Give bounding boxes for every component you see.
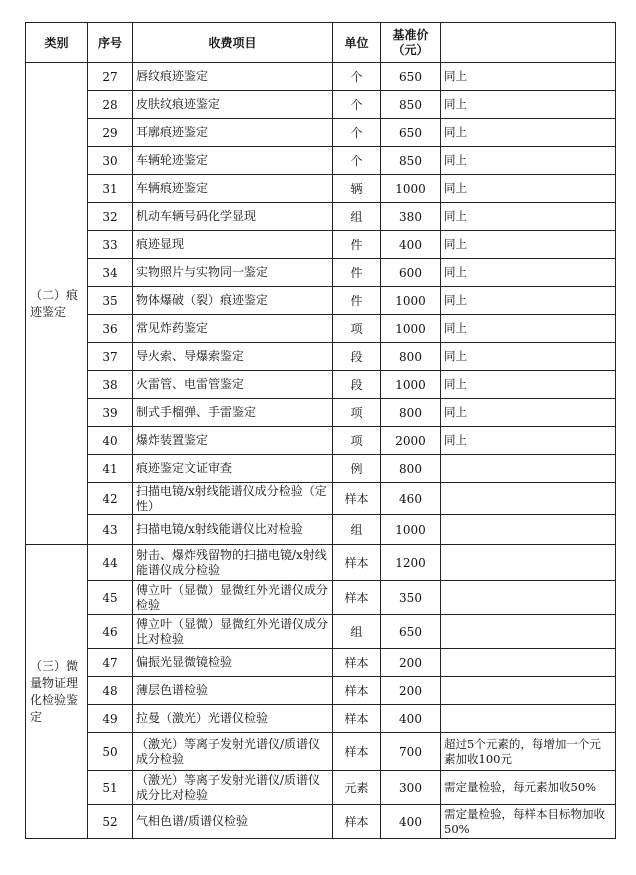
price-cell: 400 [381,231,441,259]
price-cell: 850 [381,91,441,119]
price-cell: 350 [381,581,441,615]
item-cell: 实物照片与实物同一鉴定 [133,259,333,287]
seq-cell: 37 [88,343,133,371]
remark-cell: 同上 [441,175,616,203]
price-cell: 1000 [381,175,441,203]
seq-cell: 31 [88,175,133,203]
item-cell: 机动车辆号码化学显现 [133,203,333,231]
item-cell: 爆炸装置鉴定 [133,427,333,455]
unit-cell: 样本 [333,733,381,771]
unit-cell: 元素 [333,771,381,805]
seq-cell: 49 [88,705,133,733]
table-row [26,175,616,203]
remark-cell: 同上 [441,427,616,455]
header-price [381,23,441,63]
unit-cell: 段 [333,343,381,371]
price-cell: 200 [381,649,441,677]
price-cell: 650 [381,119,441,147]
category-cell: （三）微量物证理化检验鉴定 [26,545,88,839]
item-cell: 扫描电镜/x射线能谱仪成分检验（定性） [133,483,333,515]
seq-cell: 32 [88,203,133,231]
price-cell: 800 [381,399,441,427]
seq-cell: 48 [88,677,133,705]
fee-table [25,22,616,839]
table-row [26,545,616,581]
table-row [26,203,616,231]
item-cell: （激光）等离子发射光谱仪/质谱仪成分检验 [133,733,333,771]
seq-cell: 36 [88,315,133,343]
seq-cell: 43 [88,515,133,545]
item-cell: 偏振光显微镜检验 [133,649,333,677]
table-row [26,515,616,545]
item-cell: 薄层色谱检验 [133,677,333,705]
item-cell: 傅立叶（显微）显微红外光谱仪成分检验 [133,581,333,615]
remark-cell: 同上 [441,231,616,259]
seq-cell: 52 [88,805,133,839]
price-cell: 800 [381,343,441,371]
seq-cell: 27 [88,63,133,91]
unit-cell: 个 [333,91,381,119]
table-row [26,649,616,677]
seq-cell: 35 [88,287,133,315]
remark-cell: 同上 [441,203,616,231]
table-row [26,483,616,515]
unit-cell: 件 [333,231,381,259]
table-row [26,705,616,733]
price-cell: 300 [381,771,441,805]
item-cell: 气相色谱/质谱仪检验 [133,805,333,839]
price-cell: 200 [381,677,441,705]
unit-cell: 项 [333,399,381,427]
price-cell: 1000 [381,315,441,343]
item-cell: 常见炸药鉴定 [133,315,333,343]
unit-cell: 项 [333,427,381,455]
unit-cell: 件 [333,259,381,287]
item-cell: 拉曼（激光）光谱仪检验 [133,705,333,733]
header-unit: 单位 [333,23,381,63]
table-row [26,733,616,771]
header-price-line2: （元） [392,42,429,57]
item-cell: 制式手榴弹、手雷鉴定 [133,399,333,427]
item-cell: 导火索、导爆索鉴定 [133,343,333,371]
item-cell: 车辆轮迹鉴定 [133,147,333,175]
unit-cell: 项 [333,315,381,343]
price-cell: 380 [381,203,441,231]
remark-cell [441,705,616,733]
table-row [26,287,616,315]
table-row [26,771,616,805]
item-cell: 火雷管、电雷管鉴定 [133,371,333,399]
item-cell: 傅立叶（显微）显微红外光谱仪成分比对检验 [133,615,333,649]
unit-cell: 辆 [333,175,381,203]
table-body [26,63,616,839]
unit-cell: 样本 [333,805,381,839]
remark-cell: 同上 [441,399,616,427]
item-cell: 唇纹痕迹鉴定 [133,63,333,91]
table-row [26,91,616,119]
seq-cell: 30 [88,147,133,175]
price-cell: 460 [381,483,441,515]
remark-cell: 需定量检验，每元素加收50% [441,771,616,805]
unit-cell: 件 [333,287,381,315]
remark-cell: 同上 [441,91,616,119]
unit-cell: 个 [333,63,381,91]
unit-cell: 样本 [333,581,381,615]
table-row [26,581,616,615]
seq-cell: 39 [88,399,133,427]
item-cell: 扫描电镜/x射线能谱仪比对检验 [133,515,333,545]
unit-cell: 样本 [333,649,381,677]
seq-cell: 40 [88,427,133,455]
remark-cell: 同上 [441,119,616,147]
unit-cell: 组 [333,615,381,649]
remark-cell [441,515,616,545]
table-row [26,259,616,287]
item-cell: 车辆痕迹鉴定 [133,175,333,203]
unit-cell: 个 [333,147,381,175]
category-cell: （二）痕迹鉴定 [26,63,88,545]
header-category: 类别 [26,23,88,63]
price-cell: 800 [381,455,441,483]
price-cell: 1000 [381,287,441,315]
seq-cell: 46 [88,615,133,649]
table-row [26,315,616,343]
price-cell: 700 [381,733,441,771]
seq-cell: 33 [88,231,133,259]
seq-cell: 38 [88,371,133,399]
item-cell: 皮肤纹痕迹鉴定 [133,91,333,119]
table-row [26,63,616,91]
unit-cell: 样本 [333,705,381,733]
price-cell: 1000 [381,371,441,399]
price-cell: 2000 [381,427,441,455]
remark-cell: 同上 [441,371,616,399]
remark-cell [441,677,616,705]
header-item: 收费项目 [133,23,333,63]
unit-cell: 样本 [333,545,381,581]
remark-cell: 超过5个元素的，每增加一个元素加收100元 [441,733,616,771]
header-price-line1: 基准价 [392,27,429,42]
header-seq: 序号 [88,23,133,63]
remark-cell: 同上 [441,287,616,315]
item-cell: 耳廓痕迹鉴定 [133,119,333,147]
remark-cell [441,581,616,615]
remark-cell: 同上 [441,147,616,175]
table-row [26,147,616,175]
price-cell: 400 [381,805,441,839]
seq-cell: 50 [88,733,133,771]
price-cell: 600 [381,259,441,287]
remark-cell [441,455,616,483]
seq-cell: 47 [88,649,133,677]
remark-cell [441,483,616,515]
item-cell: （激光）等离子发射光谱仪/质谱仪成分比对检验 [133,771,333,805]
item-cell: 物体爆破（裂）痕迹鉴定 [133,287,333,315]
remark-cell [441,545,616,581]
unit-cell: 个 [333,119,381,147]
price-cell: 1000 [381,515,441,545]
seq-cell: 41 [88,455,133,483]
item-cell: 射击、爆炸残留物的扫描电镜/x射线能谱仪成分检验 [133,545,333,581]
unit-cell: 例 [333,455,381,483]
table-row [26,231,616,259]
table-row [26,343,616,371]
remark-cell: 同上 [441,315,616,343]
table-row [26,427,616,455]
seq-cell: 51 [88,771,133,805]
price-cell: 850 [381,147,441,175]
seq-cell: 34 [88,259,133,287]
price-cell: 650 [381,63,441,91]
table-row [26,455,616,483]
remark-cell [441,649,616,677]
table-row [26,615,616,649]
seq-cell: 44 [88,545,133,581]
table-row [26,677,616,705]
item-cell: 痕迹鉴定文证审查 [133,455,333,483]
item-cell: 痕迹显现 [133,231,333,259]
header-remark [441,23,616,63]
seq-cell: 29 [88,119,133,147]
header-row [26,23,616,63]
unit-cell: 组 [333,203,381,231]
table-row [26,805,616,839]
seq-cell: 28 [88,91,133,119]
table-row [26,371,616,399]
seq-cell: 45 [88,581,133,615]
remark-cell [441,615,616,649]
remark-cell: 同上 [441,259,616,287]
price-cell: 400 [381,705,441,733]
remark-cell: 同上 [441,343,616,371]
price-cell: 650 [381,615,441,649]
unit-cell: 段 [333,371,381,399]
unit-cell: 样本 [333,483,381,515]
table-row [26,399,616,427]
unit-cell: 样本 [333,677,381,705]
remark-cell: 需定量检验，每样本目标物加收50% [441,805,616,839]
price-cell: 1200 [381,545,441,581]
remark-cell: 同上 [441,63,616,91]
seq-cell: 42 [88,483,133,515]
unit-cell: 组 [333,515,381,545]
table-row [26,119,616,147]
